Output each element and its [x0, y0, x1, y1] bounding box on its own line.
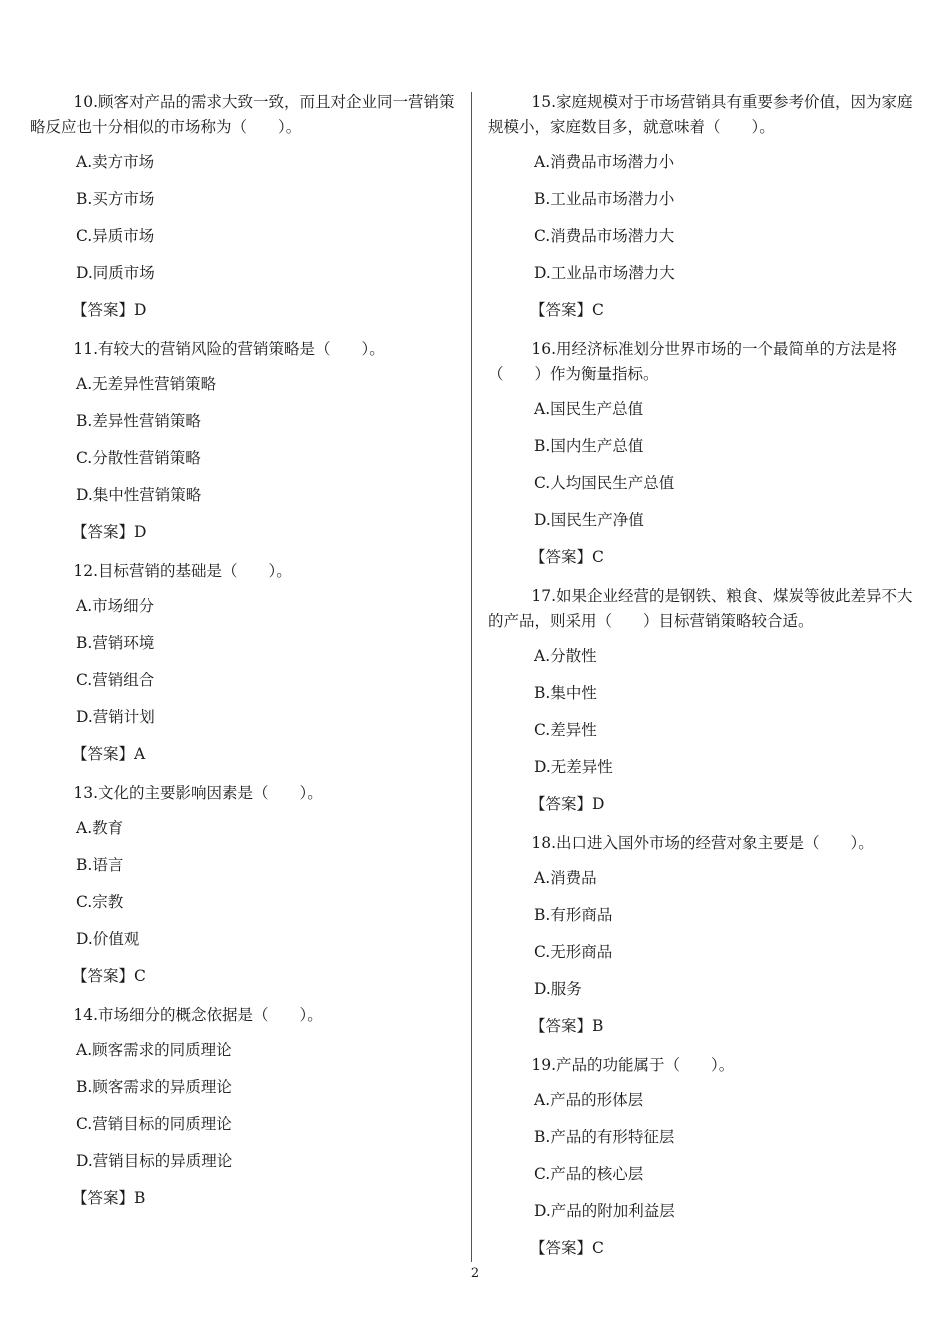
right-column: [488, 90, 913, 1275]
answer-line: 【答案】D: [530, 795, 605, 813]
question-stem: 17.如果企业经营的是钢铁、粮食、煤炭等彼此差异不大的产品，则采用（ ）目标营销策略较合适。: [488, 587, 913, 630]
answer-line: 【答案】C: [530, 1239, 604, 1257]
question-stem: 11.有较大的营销风险的营销策略是（ ）。: [73, 340, 385, 358]
question-stem: 15.家庭规模对于市场营销具有重要参考价值，因为家庭规模小，家庭数目多，就意味着（ ）。: [488, 93, 913, 136]
question-option: C.产品的核心层: [534, 1165, 644, 1183]
question-option: D.无差异性: [534, 758, 613, 776]
question-option: D.服务: [534, 980, 582, 998]
answer-line: 【答案】C: [72, 967, 146, 985]
question-option: D.同质市场: [76, 264, 155, 282]
question-option: C.异质市场: [76, 227, 155, 245]
question-option: D.营销计划: [76, 708, 155, 726]
question-option: B.营销环境: [76, 634, 155, 652]
question-option: D.价值观: [76, 930, 140, 948]
question-stem: 13.文化的主要影响因素是（ ）。: [73, 784, 323, 802]
question-option: B.有形商品: [534, 906, 613, 924]
question-option: D.产品的附加利益层: [534, 1202, 675, 1220]
question-option: C.分散性营销策略: [76, 449, 201, 467]
question-option: B.顾客需求的异质理论: [76, 1078, 232, 1096]
question-stem: 14.市场细分的概念依据是（ ）。: [73, 1006, 323, 1024]
answer-line: 【答案】B: [72, 1189, 146, 1207]
question-option: B.差异性营销策略: [76, 412, 201, 430]
question-option: A.顾客需求的同质理论: [76, 1041, 232, 1059]
question-option: C.消费品市场潜力大: [534, 227, 675, 245]
question-option: D.集中性营销策略: [76, 486, 202, 504]
question-option: D.工业品市场潜力大: [534, 264, 675, 282]
answer-line: 【答案】A: [72, 745, 146, 763]
question-option: C.人均国民生产总值: [534, 474, 675, 492]
question-option: B.工业品市场潜力小: [534, 190, 675, 208]
answer-line: 【答案】D: [72, 301, 147, 319]
column-divider: [471, 92, 472, 1262]
left-column: [30, 90, 455, 1225]
question-option: C.宗教: [76, 893, 124, 911]
answer-line: 【答案】D: [72, 523, 147, 541]
question-option: B.语言: [76, 856, 124, 874]
question-option: C.营销目标的同质理论: [76, 1115, 232, 1133]
question-option: B.买方市场: [76, 190, 155, 208]
question-option: A.教育: [76, 819, 124, 837]
question-option: D.营销目标的异质理论: [76, 1152, 233, 1170]
question-option: A.国民生产总值: [534, 400, 644, 418]
question-option: A.分散性: [534, 647, 597, 665]
question-option: A.卖方市场: [76, 153, 155, 171]
question-option: C.无形商品: [534, 943, 613, 961]
question-stem: 18.出口进入国外市场的经营对象主要是（ ）。: [531, 834, 874, 852]
question-option: A.市场细分: [76, 597, 155, 615]
question-option: A.消费品市场潜力小: [534, 153, 675, 171]
question-option: B.国内生产总值: [534, 437, 644, 455]
question-option: B.产品的有形特征层: [534, 1128, 675, 1146]
question-stem: 10.顾客对产品的需求大致一致，而且对企业同一营销策略反应也十分相似的市场称为（ ）。: [30, 93, 455, 136]
question-option: A.消费品: [534, 869, 597, 887]
question-option: C.差异性: [534, 721, 597, 739]
question-stem: 19.产品的功能属于（ ）。: [531, 1056, 735, 1074]
page-number: 2: [470, 1266, 480, 1281]
answer-line: 【答案】C: [530, 548, 604, 566]
question-stem: 16.用经济标准划分世界市场的一个最简单的方法是将（ ）作为衡量指标。: [488, 340, 898, 383]
question-option: A.产品的形体层: [534, 1091, 644, 1109]
question-option: D.国民生产净值: [534, 511, 644, 529]
answer-line: 【答案】C: [530, 301, 604, 319]
question-option: B.集中性: [534, 684, 597, 702]
question-stem: 12.目标营销的基础是（ ）。: [73, 562, 292, 580]
question-option: C.营销组合: [76, 671, 155, 689]
question-option: A.无差异性营销策略: [76, 375, 217, 393]
answer-line: 【答案】B: [530, 1017, 604, 1035]
